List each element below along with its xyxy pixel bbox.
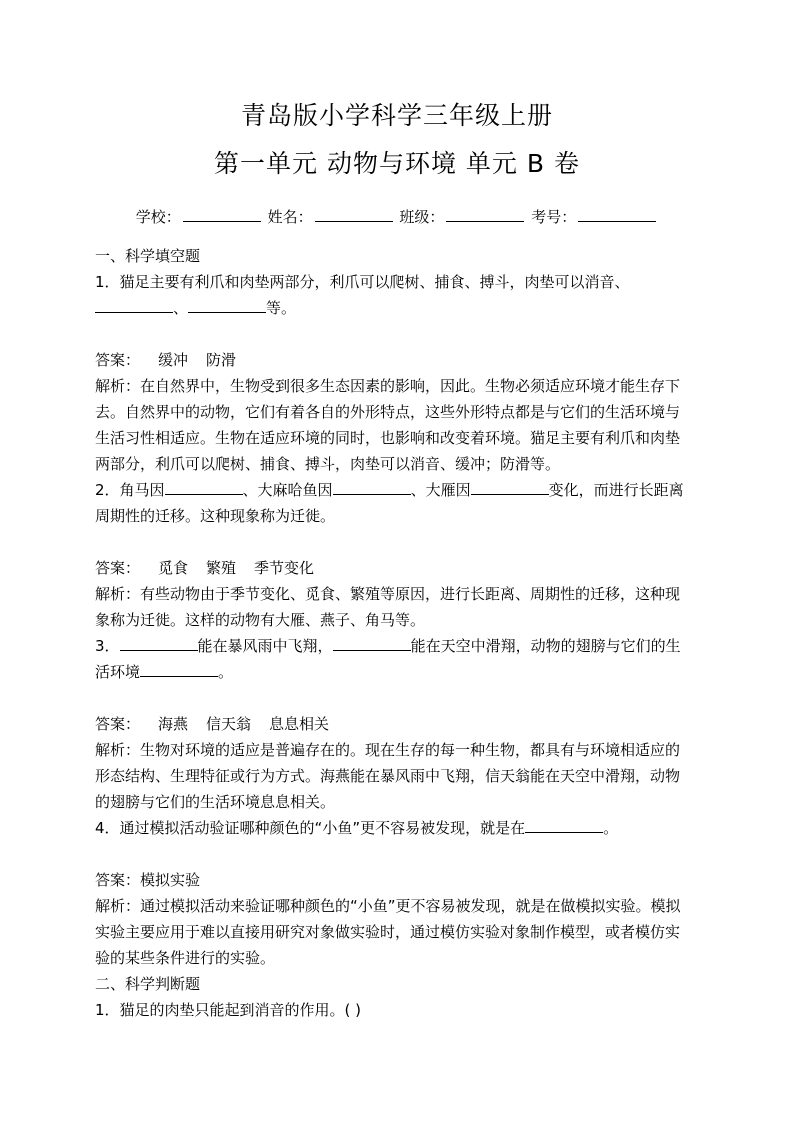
exam-number-blank[interactable] (578, 205, 656, 222)
q1-explanation-3: 生活习性相适应。生物在适应环境的同时，也影响和改变着环境。猫足主要有利爪和肉垫 (95, 429, 681, 447)
q3-line1 (95, 633, 725, 659)
name-blank[interactable] (315, 205, 393, 222)
q2-line1 (95, 477, 725, 503)
q4-line1 (95, 815, 725, 841)
q2-answer-2: 繁殖 (206, 559, 237, 577)
q3-blank-2[interactable] (333, 635, 411, 651)
q1-separator: 、 (173, 299, 189, 317)
section2-heading: 二、科学判断题 (95, 975, 201, 993)
q1-line2 (95, 295, 725, 321)
document-content (95, 243, 725, 1023)
q3-text-1: 3． (95, 637, 120, 655)
q1-answer-2: 防滑 (206, 351, 237, 369)
q4-text-1: 4．通过模拟活动验证哪种颜色的“小鱼”更不容易被发现，就是在 (95, 819, 526, 837)
q1-blank-2[interactable] (188, 297, 266, 313)
q4-text-2: 。 (603, 819, 619, 837)
q1-answer (95, 347, 725, 373)
q4-blank-1[interactable] (525, 817, 603, 833)
q4-explanation-2: 实验主要应用于难以直接用研究对象做实验时，通过模仿实验对象制作模型，或者模仿实 (95, 923, 681, 941)
q3-text-4: 活环境 (95, 663, 141, 681)
answer-label: 答案： (95, 351, 141, 369)
school-label: 学校： (135, 208, 181, 226)
class-label: 班级： (399, 208, 445, 226)
q2-blank-3[interactable] (471, 479, 549, 495)
q4-explanation-3: 验的某些条件进行的实验。 (95, 949, 276, 967)
exam-number-label: 考号： (531, 208, 577, 226)
q3-line2 (95, 659, 725, 685)
q2-text-3: 、大雁因 (410, 481, 471, 499)
q2-explanation-1: 解析：有些动物由于季节变化、觅食、繁殖等原因，进行长距离、周期性的迁移，这种现 (95, 585, 681, 603)
q2-text-4: 变化，而进行长距离 (548, 481, 684, 499)
q3-explanation-3: 的翅膀与它们的生活环境息息相关。 (95, 793, 336, 811)
document-subtitle: 第一单元 动物与环境 单元 B 卷 (214, 149, 580, 178)
q3-text-5: 。 (218, 663, 234, 681)
q4-explanation-1: 解析：通过模拟活动来验证哪种颜色的“小鱼”更不容易被发现，就是在做模拟实验。模拟 (95, 897, 681, 915)
q2-text-1: 2．角马因 (95, 481, 165, 499)
q2-blank-2[interactable] (333, 479, 411, 495)
q3-blank-1[interactable] (120, 635, 198, 651)
judge-question-1: 1．猫足的肉垫只能起到消音的作用。( ) (95, 1001, 362, 1019)
q4-answer-1: 模拟实验 (140, 871, 201, 889)
q2-answer (95, 555, 725, 581)
q1-answer-1: 缓冲 (158, 351, 189, 369)
name-label: 姓名： (267, 208, 313, 226)
q3-text-2: 能在暴风雨中飞翔， (197, 637, 333, 655)
q4-answer (95, 867, 725, 893)
q2-answer-1: 觅食 (158, 559, 189, 577)
q2-explanation-2: 象称为迁徙。这样的动物有大雁、燕子、角马等。 (95, 611, 426, 629)
q3-answer-3: 息息相关 (269, 715, 330, 733)
answer-label: 答案： (95, 871, 141, 889)
section1-heading: 一、科学填空题 (95, 247, 201, 265)
q2-line2: 周期性的迁移。这种现象称为迁徙。 (95, 507, 336, 525)
class-blank[interactable] (446, 205, 524, 222)
q1-line1: 1．猫足主要有利爪和肉垫两部分，利爪可以爬树、捕食、搏斗，肉垫可以消音、 (95, 273, 630, 291)
q3-explanation-2: 形态结构、生理特征或行为方式。海燕能在暴风雨中飞翔，信天翁能在天空中滑翔，动物 (95, 767, 681, 785)
answer-label: 答案： (95, 715, 141, 733)
q3-answer-2: 信天翁 (206, 715, 252, 733)
answer-label: 答案： (95, 559, 141, 577)
q1-explanation-2: 去。自然界中的动物，它们有着各自的外形特点，这些外形特点都是与它们的生活环境与 (95, 403, 681, 421)
q3-text-3: 能在天空中滑翔，动物的翅膀与它们的生 (410, 637, 681, 655)
q1-line2-end: 等。 (266, 299, 297, 317)
student-info-row (0, 205, 794, 229)
q2-blank-1[interactable] (165, 479, 243, 495)
q3-answer-1: 海燕 (158, 715, 189, 733)
q1-explanation-4: 两部分，利爪可以爬树、捕食、搏斗，肉垫可以消音、缓冲；防滑等。 (95, 455, 561, 473)
q3-answer (95, 711, 725, 737)
q1-explanation-1: 解析：在自然界中，生物受到很多生态因素的影响，因此。生物必须适应环境才能生存下 (95, 377, 681, 395)
school-blank[interactable] (183, 205, 261, 222)
q2-text-2: 、大麻哈鱼因 (242, 481, 333, 499)
q2-answer-3: 季节变化 (254, 559, 315, 577)
q1-blank-1[interactable] (95, 297, 173, 313)
q3-blank-3[interactable] (140, 661, 218, 677)
q3-explanation-1: 解析：生物对环境的适应是普遍存在的。现在生存的每一种生物，都具有与环境相适应的 (95, 741, 681, 759)
document-title: 青岛版小学科学三年级上册 (240, 101, 553, 130)
